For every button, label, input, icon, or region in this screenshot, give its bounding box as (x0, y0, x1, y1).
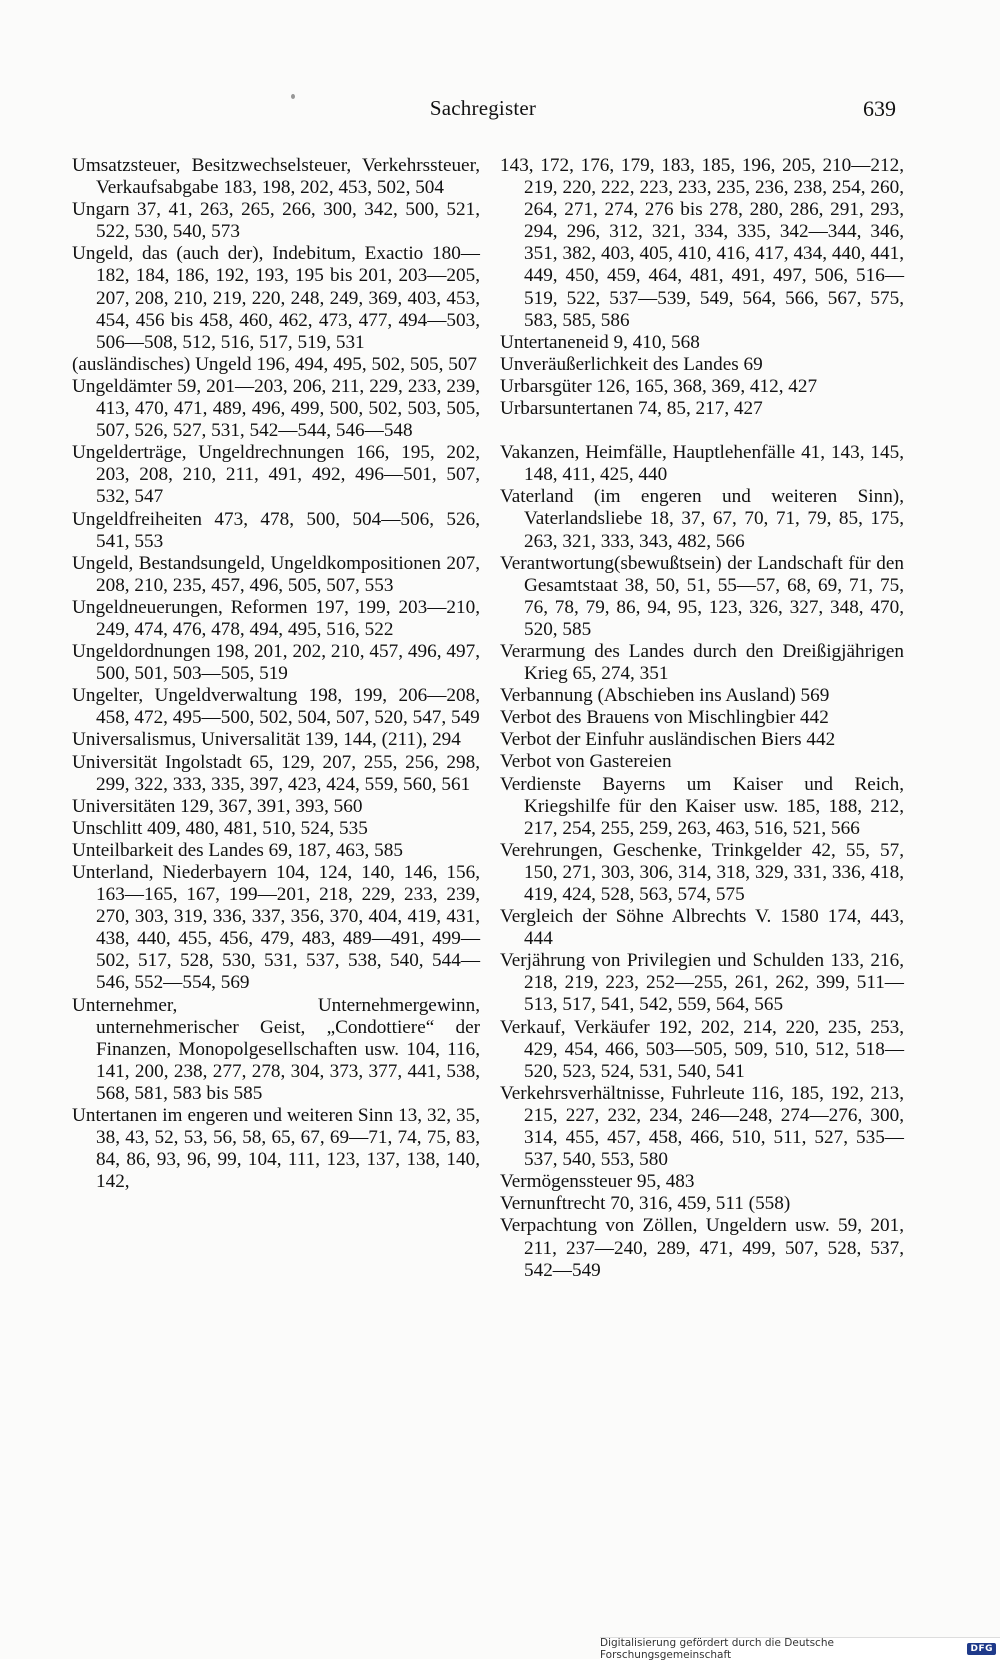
index-entry: Verdienste Bayerns um Kaiser und Reich, Kriegshilfe für den Kaiser usw. 185, 188, 212, 217, 254, 255, 259, 263, 463, 516, 521, 566 (500, 773, 904, 839)
funding-credit: Digitalisierung gefördert durch die Deutsche Forschungsgemeinschaft (600, 1636, 834, 1661)
index-entry-continued: 143, 172, 176, 179, 183, 185, 196, 205, 210—212, 219, 220, 222, 223, 233, 235, 236, 238, 254, 260, 264, 271, 274, 276 bis 278, 280, 286, 291, 293, 294, 296, 312, 321, 334, 335, 342—344, 346, 351, 382, 403, 405, 410, 416, 417, 434, 440, 441, 449, 450, 459, 464, 481, 491, 497, 506, 516—519, 522, 537—539, 549, 564, 566, 567, 575, 583, 585, 586 (500, 155, 904, 331)
index-entry: Untertanen im engeren und weiteren Sinn 13, 32, 35, 38, 43, 52, 53, 56, 58, 65, 67, 69—71, 74, 75, 83, 84, 86, 93, 96, 99, 104, 111, 123, 137, 138, 140, 142, (72, 1105, 480, 1193)
index-entry: Urbarsuntertanen 74, 85, 217, 427 (500, 398, 763, 420)
index-entry: Umsatzsteuer, Besitzwechselsteuer, Verkehrssteuer, Verkaufsabgabe 183, 198, 202, 453, 502, 504 (72, 155, 480, 199)
index-entry: Verpachtung von Zöllen, Ungeldern usw. 59, 201, 211, 237—240, 289, 471, 499, 507, 528, 537, 542—549 (500, 1215, 904, 1281)
index-entry: Verantwortung(sbewußtsein) der Landschaft für den Gesamtstaat 38, 50, 51, 55—57, 68, 69, 71, 75, 76, 78, 79, 86, 94, 95, 123, 326, 327, 348, 470, 520, 585 (500, 552, 904, 640)
left-column (72, 155, 480, 1193)
index-entry: Verkehrsverhältnisse, Fuhrleute 116, 185, 192, 213, 215, 227, 232, 234, 246—248, 274—276, 300, 314, 455, 457, 458, 466, 510, 511, 527, 535—537, 540, 553, 580 (500, 1082, 904, 1171)
index-entry: Ungeldfreiheiten 473, 478, 500, 504—506, 526, 541, 553 (72, 508, 480, 552)
index-entry: Unternehmer, Unternehmergewinn, unternehmerischer Geist, „Condottiere“ der Finanzen, Monopolgesellschaften usw. 104, 116, 141, 200, 238, 277, 278, 304, 373, 377, 441, 538, 568, 581, 583 bis 585 (72, 994, 480, 1104)
index-entry: Urbarsgüter 126, 165, 368, 369, 412, 427 (500, 375, 818, 397)
index-entry: Ungeldordnungen 198, 201, 202, 210, 457, 496, 497, 500, 501, 503—505, 519 (72, 641, 480, 685)
index-entry: Vernunftrecht 70, 316, 459, 511 (558) (500, 1193, 791, 1215)
index-entry: (ausländisches) Ungeld 196, 494, 495, 502, 505, 507 (72, 353, 478, 375)
running-head: Sachregister (429, 96, 537, 120)
index-entry: Universitäten 129, 367, 391, 393, 560 (72, 795, 363, 817)
index-entry: Universität Ingolstadt 65, 129, 207, 255, 256, 298, 299, 322, 333, 335, 397, 423, 424, 559, 560, 561 (72, 751, 480, 795)
index-entry: Verehrungen, Geschenke, Trinkgelder 42, 55, 57, 150, 271, 303, 306, 314, 318, 329, 331, 336, 418, 419, 424, 528, 563, 574, 575 (500, 839, 904, 905)
index-entry: Ungelter, Ungeldverwaltung 198, 199, 206—208, 458, 472, 495—500, 502, 504, 507, 520, 547, 549 (72, 685, 480, 729)
index-entry: Ungarn 37, 41, 263, 265, 266, 300, 342, 500, 521, 522, 530, 540, 573 (72, 199, 480, 243)
index-entry: Vakanzen, Heimfälle, Hauptlehenfälle 41, 143, 145, 148, 411, 425, 440 (500, 442, 904, 486)
digitization-footer (600, 1637, 1000, 1659)
index-entry: Vaterland (im engeren und weiteren Sinn), Vaterlandsliebe 18, 37, 67, 70, 71, 79, 85, 175, 263, 321, 333, 343, 482, 566 (500, 486, 904, 552)
index-entry: Verbot des Brauens von Mischlingbier 442 (500, 707, 829, 729)
index-entry: Verarmung des Landes durch den Dreißigjährigen Krieg 65, 274, 351 (500, 640, 904, 685)
index-entry: Untertaneneid 9, 410, 568 (500, 331, 700, 353)
index-entry: Unterland, Niederbayern 104, 124, 140, 146, 156, 163—165, 167, 199—201, 218, 229, 233, 239, 270, 303, 319, 336, 337, 356, 370, 404, 419, 431, 438, 440, 455, 456, 479, 483, 489—491, 499—502, 517, 528, 530, 531, 537, 538, 540, 544—546, 552—554, 569 (72, 862, 480, 994)
letter-section-gap (500, 420, 904, 442)
page-number: 639 (863, 96, 896, 121)
page-header (70, 96, 896, 128)
index-entry: Verbannung (Abschieben ins Ausland) 569 (500, 685, 830, 707)
index-entry: Ungeldneuerungen, Reformen 197, 199, 203—210, 249, 474, 476, 478, 494, 495, 516, 522 (72, 596, 480, 640)
index-entry: Ungeld, Bestandsungeld, Ungeldkompositionen 207, 208, 210, 235, 457, 496, 505, 507, 553 (72, 552, 480, 596)
index-entry: Vergleich der Söhne Albrechts V. 1580 174, 443, 444 (500, 906, 904, 950)
index-entry: Ungelderträge, Ungeldrechnungen 166, 195, 202, 203, 208, 210, 211, 491, 492, 496—501, 507, 532, 547 (72, 442, 480, 508)
index-entry: Vermögenssteuer 95, 483 (500, 1171, 695, 1193)
index-entry: Ungeldämter 59, 201—203, 206, 211, 229, 233, 239, 413, 470, 471, 489, 496, 499, 500, 502, 503, 505, 507, 526, 527, 531, 542—544, 546—548 (72, 375, 480, 442)
index-entry: Universalismus, Universalität 139, 144, (211), 294 (72, 729, 461, 751)
index-entry: Verkauf, Verkäufer 192, 202, 214, 220, 235, 253, 429, 454, 466, 503—505, 509, 510, 512, 518—520, 523, 524, 531, 540, 541 (500, 1016, 904, 1082)
index-entry: Verbot von Gastereien (500, 751, 672, 773)
index-entry: Verjährung von Privilegien und Schulden 133, 216, 218, 219, 223, 252—255, 261, 262, 399, 511—513, 517, 541, 542, 559, 564, 565 (500, 950, 904, 1016)
index-entry: Unschlitt 409, 480, 481, 510, 524, 535 (72, 817, 368, 839)
dfg-logo: DFG (967, 1643, 996, 1655)
right-column (500, 155, 904, 1282)
index-entry: Unveräußerlichkeit des Landes 69 (500, 353, 763, 375)
index-entry: Verbot der Einfuhr ausländischen Biers 442 (500, 729, 836, 751)
index-entry: Ungeld, das (auch der), Indebitum, Exactio 180—182, 184, 186, 192, 193, 195 bis 201, 203—205, 207, 208, 210, 219, 220, 248, 249, 369, 403, 453, 454, 456 bis 458, 460, 462, 473, 477, 494—503, 506—508, 512, 516, 517, 519, 531 (72, 243, 480, 353)
index-entry: Unteilbarkeit des Landes 69, 187, 463, 585 (72, 839, 403, 861)
